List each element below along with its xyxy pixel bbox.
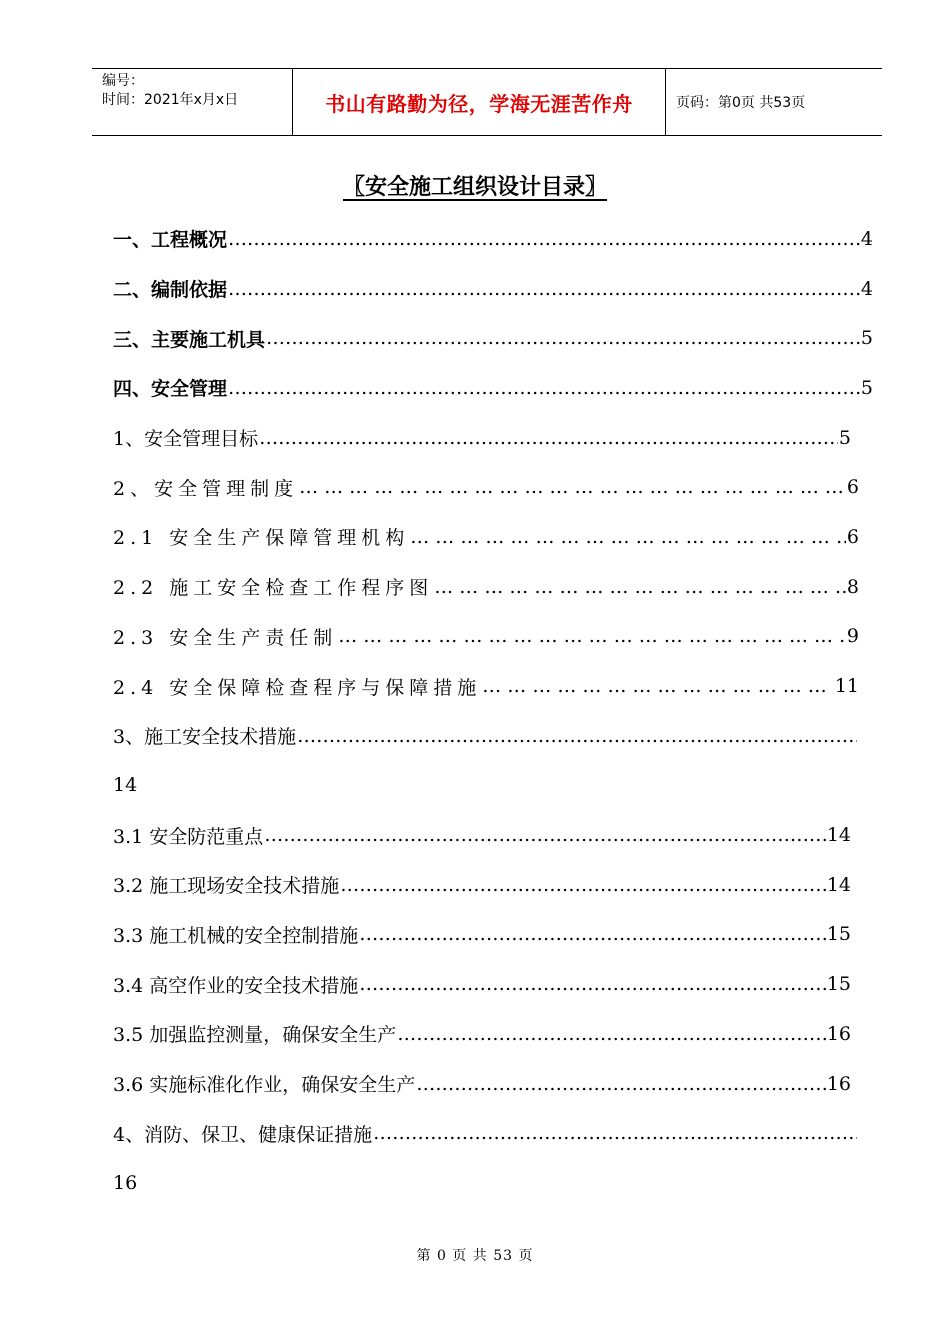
toc-entry[interactable] [113,413,851,463]
toc-leader [397,1023,826,1045]
toc-entry[interactable] [113,1059,851,1109]
toc-entry-page: 8 [846,575,859,598]
toc-leader [416,1073,826,1095]
toc-entry-label: 3.4 高空作业的安全技术措施 [113,974,359,997]
toc-leader [228,278,860,300]
toc-entry[interactable] [113,512,859,562]
toc-entry-label: 2.4 安全保障检查程序与保障措施 [113,676,482,699]
toc-entry[interactable] [113,562,859,612]
toc-entry-label: 2.2 施工安全检查工作程序图 [113,577,434,600]
toc-entry-page: 9 [846,625,859,648]
toc-entry-page-wrapped [113,761,873,811]
toc-leader [359,973,826,995]
toc-entry-label: 3.2 施工现场安全技术措施 [113,875,340,898]
toc-leader [340,874,826,896]
toc-entry[interactable] [113,612,859,662]
toc-leader [482,675,834,697]
toc-entry-page-wrapped [113,1158,873,1208]
toc-entry-page: 14 [113,774,138,797]
toc-entry-page: 11 [834,675,859,698]
toc-entry-page: 5 [860,327,873,350]
toc-entry-label: 4、消防、保卫、健康保证措施 [113,1123,373,1146]
toc-entry-label: 2、安全管理制度 [113,477,299,500]
document-number-label: 编号： [102,73,144,89]
header-page-label: 页码：第0页 共53页 [676,95,806,111]
toc-entry-page: 4 [860,227,873,250]
toc-entry[interactable] [113,860,851,910]
toc-entry-page: 6 [846,476,859,499]
toc-entry-label: 3、施工安全技术措施 [113,726,297,749]
toc-entry[interactable] [113,264,873,314]
toc-leader [338,625,846,647]
toc-entry-page: 15 [826,923,851,946]
toc-entry-label: 二、编制依据 [113,279,228,302]
toc-entry-label: 三、主要施工机具 [113,328,266,351]
toc-entry-label: 2.3 安全生产责任制 [113,626,338,649]
toc-entry-label: 3.1 安全防范重点 [113,825,264,848]
header-motto: 书山有路勤为径，学海无涯苦作舟 [293,69,666,135]
toc-leader [259,427,838,449]
toc-entry-page: 5 [838,426,851,449]
header-info-cell [92,69,293,135]
toc-entry-label: 四、安全管理 [113,378,228,401]
toc-leader [299,476,846,498]
page-footer: 第 0 页 共 53 页 [416,1248,534,1264]
toc-entry[interactable] [113,214,873,264]
document-time-label: 时间：2021年x月x日 [102,92,239,108]
toc-entry[interactable] [113,810,851,860]
table-of-contents [113,214,873,1208]
toc-entry[interactable] [113,959,851,1009]
toc-entry[interactable] [113,313,873,363]
toc-entry[interactable] [113,1108,858,1158]
toc-leader [359,923,826,945]
toc-entry-page: 4 [860,277,873,300]
toc-entry-label: 1、安全管理目标 [113,428,259,451]
toc-entry[interactable] [113,1009,851,1059]
toc-leader [373,1122,857,1144]
toc-entry-page: 5 [860,376,873,399]
page-header [92,68,882,136]
toc-leader [410,526,846,548]
toc-entry-page: 14 [826,824,851,847]
document-title [0,170,950,201]
toc-entry-page: 16 [826,1072,851,1095]
toc-entry-label: 2.1 安全生产保障管理机构 [113,527,410,550]
toc-entry-label: 一、工程概况 [113,229,228,252]
toc-entry[interactable] [113,462,859,512]
toc-entry-label: 3.5 加强监控测量，确保安全生产 [113,1024,397,1047]
toc-leader [228,228,860,250]
toc-entry-label: 3.6 实施标准化作业，确保安全生产 [113,1074,416,1097]
toc-entry[interactable] [113,711,858,761]
toc-entry-page: 14 [826,873,851,896]
toc-entry[interactable] [113,661,859,711]
toc-leader [434,576,846,598]
toc-entry-page: 16 [113,1171,138,1194]
toc-entry-page: 16 [826,1022,851,1045]
document-title-text: 〖安全施工组织设计目录〗 [342,175,607,200]
toc-entry-page: 15 [826,973,851,996]
toc-leader [266,327,860,349]
toc-leader [264,824,826,846]
toc-entry[interactable] [113,910,851,960]
toc-leader [228,377,860,399]
toc-entry[interactable] [113,363,873,413]
toc-leader [297,725,857,747]
toc-entry-label: 3.3 施工机械的安全控制措施 [113,924,359,947]
toc-entry-page: 6 [846,525,859,548]
